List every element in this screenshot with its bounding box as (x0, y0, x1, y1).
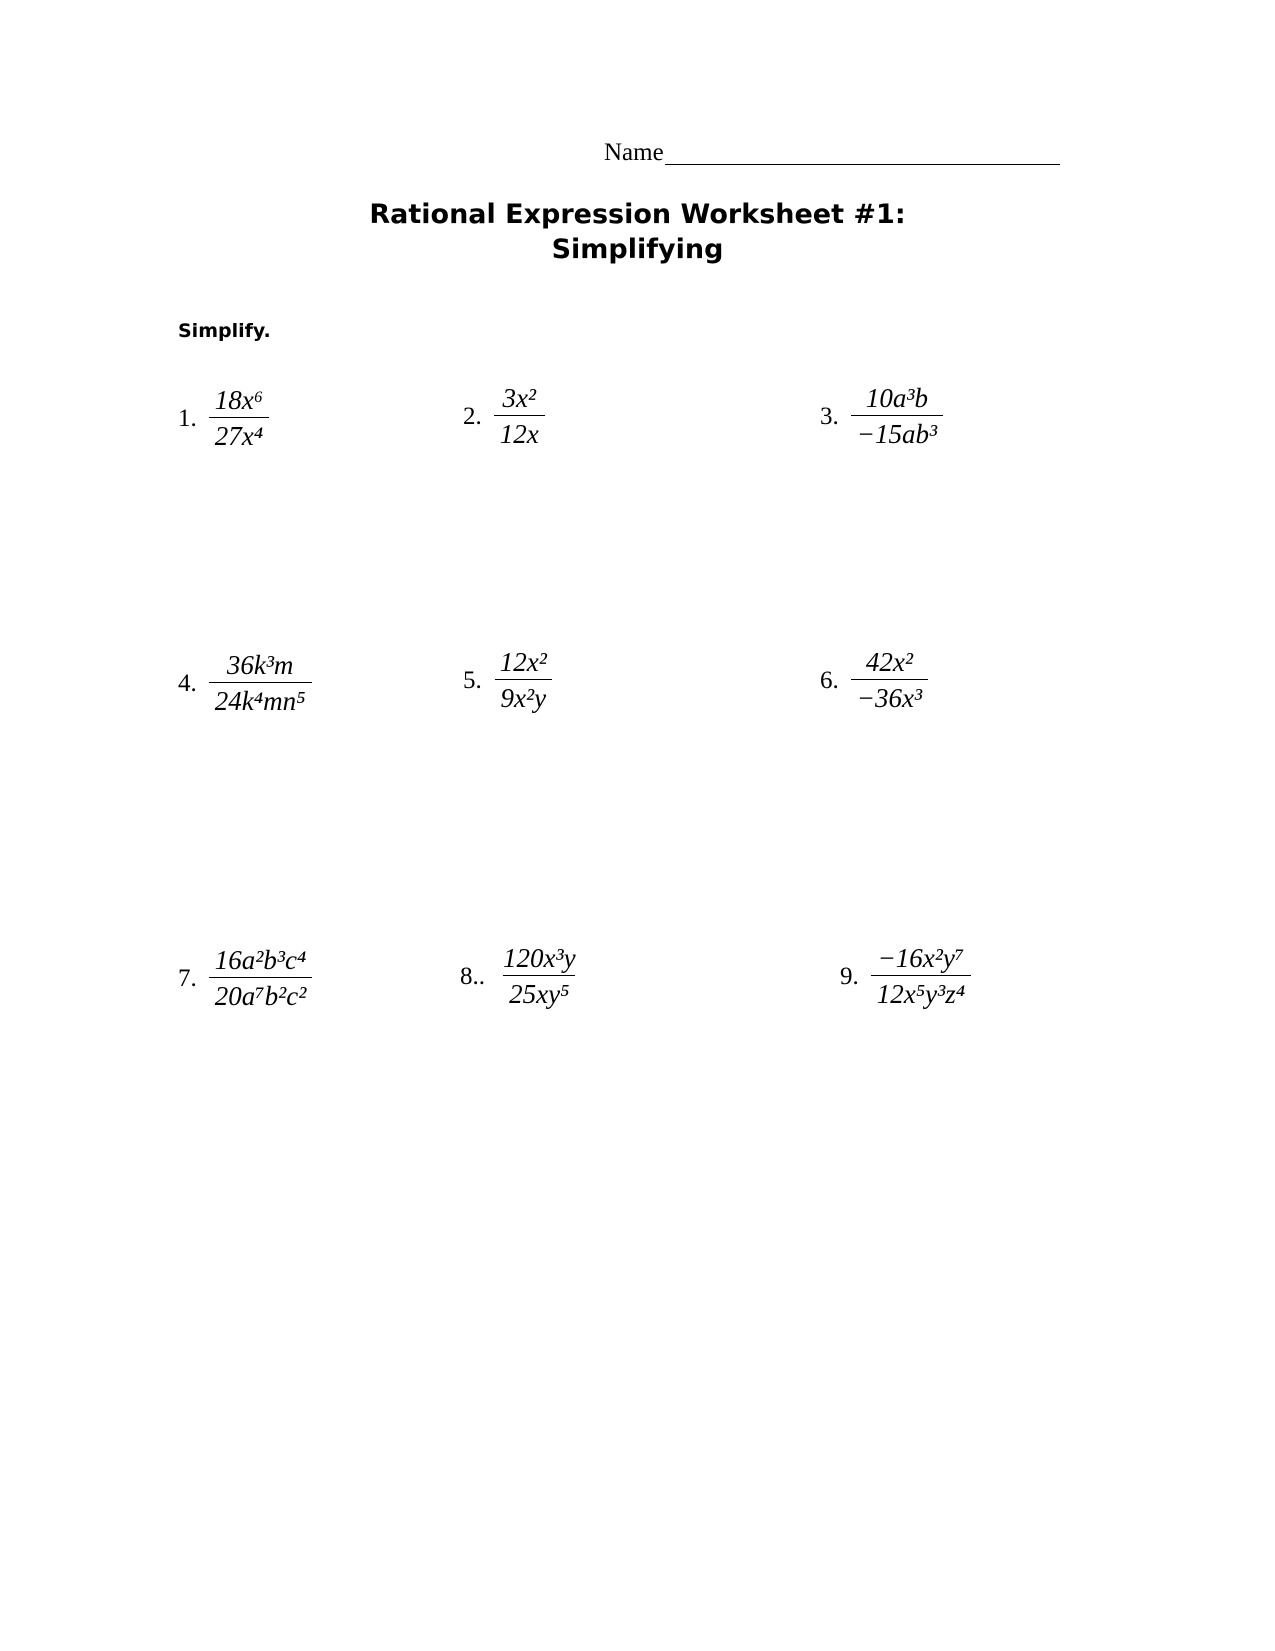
problem-5-fraction (494, 647, 553, 713)
problem-6-number: 6. (820, 666, 839, 694)
problem-4-numerator: 36k³m (226, 650, 294, 680)
problem-1-denominator: 27x⁴ (209, 417, 269, 451)
problem-5-denominator: 9x²y (495, 679, 553, 713)
problem-5-numerator: 12x² (499, 647, 547, 677)
problem-2-numerator: 3x² (502, 383, 537, 413)
problem-2-denominator: 12x (494, 415, 545, 449)
page-title-line-2: Simplifying (551, 233, 724, 265)
name-field-row (604, 140, 1060, 165)
problem-3-number: 3. (820, 402, 839, 430)
problem-8 (460, 943, 582, 1009)
problem-1 (178, 385, 269, 451)
problem-4-fraction (209, 650, 312, 716)
problem-9-number: 9. (840, 962, 859, 990)
page-title-line-1: Rational Expression Worksheet #1: (369, 199, 906, 230)
problem-3-denominator: −15ab³ (851, 415, 943, 449)
problem-8-number: 8.. (460, 962, 485, 990)
problem-2 (463, 383, 545, 449)
problem-7-numerator: 16a²b³c⁴ (214, 945, 307, 975)
problem-5-number: 5. (463, 666, 482, 694)
problem-3-fraction (851, 383, 943, 449)
problem-1-number: 1. (178, 404, 197, 432)
problem-1-fraction (209, 385, 269, 451)
problem-6 (820, 647, 928, 713)
problem-6-fraction (851, 647, 928, 713)
problem-9-numerator: −16x²y⁷ (877, 943, 965, 973)
problem-3 (820, 383, 943, 449)
problem-9-fraction (871, 943, 971, 1009)
directions-text: Simplify. (178, 320, 271, 342)
name-label: Name (604, 139, 664, 166)
problem-2-fraction (494, 383, 545, 449)
page-title (0, 198, 1275, 267)
problem-4 (178, 650, 312, 716)
problem-1-numerator: 18x⁶ (214, 385, 264, 415)
problem-2-number: 2. (463, 402, 482, 430)
problem-5 (463, 647, 553, 713)
problem-3-numerator: 10a³b (865, 383, 928, 413)
problem-9 (840, 943, 971, 1009)
problem-7-number: 7. (178, 964, 197, 992)
problem-7-fraction (209, 945, 313, 1011)
problem-4-number: 4. (178, 669, 197, 697)
problem-8-denominator: 25xy⁵ (503, 975, 575, 1009)
problem-7-denominator: 20a⁷b²c² (209, 977, 313, 1011)
problem-6-numerator: 42x² (865, 647, 913, 677)
name-input-blank[interactable] (665, 142, 1060, 165)
problem-4-denominator: 24k⁴mn⁵ (209, 682, 312, 716)
problem-7 (178, 945, 312, 1011)
problem-9-denominator: 12x⁵y³z⁴ (871, 975, 971, 1009)
problem-8-numerator: 120x³y (503, 943, 576, 973)
problem-6-denominator: −36x³ (851, 679, 928, 713)
problem-8-fraction (497, 943, 582, 1009)
